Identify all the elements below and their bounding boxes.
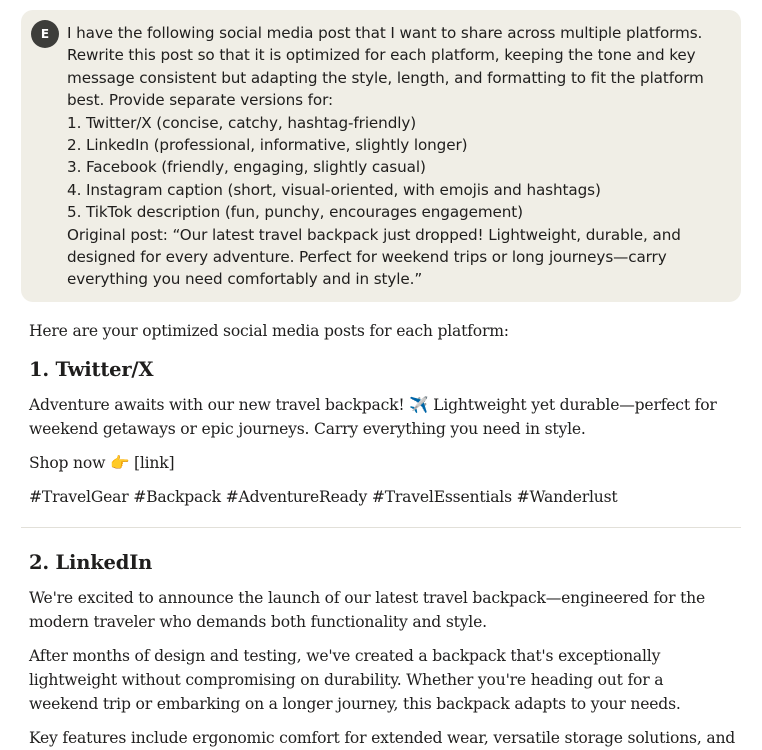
linkedin-post-line: lightweight without compromising on durability. Whether you're heading out for a [29,671,664,689]
user-message-line: best. Provide separate versions for: [67,91,333,110]
twitter-hashtags: #TravelGear #Backpack #AdventureReady #TravelEssentials #Wanderlust [29,488,618,506]
twitter-post-line: Adventure awaits with our new travel backpack! ✈️ Lightweight yet durable—perfect for [29,396,717,414]
twitter-shop-line: Shop now 👉 [link] [29,454,175,472]
user-message-line: message consistent but adapting the style, length, and formatting to fit the platform [67,68,704,87]
response-intro: Here are your optimized social media posts for each platform: [29,322,509,340]
linkedin-post-line: Key features include ergonomic comfort for extended wear, versatile storage solutions, and [29,729,736,747]
linkedin-post-line: We're excited to announce the launch of our latest travel backpack—engineered for the [29,589,706,607]
linkedin-post-line: weekend trip or embarking on a longer journey, this backpack adapts to your needs. [29,695,681,713]
user-message-line: everything you need comfortably and in style.” [67,270,423,289]
user-message-line: Original post: “Our latest travel backpack just dropped! Lightweight, durable, and [67,225,681,244]
linkedin-post-line: After months of design and testing, we've created a backpack that's exceptionally [29,647,661,665]
twitter-heading: 1. Twitter/X [29,358,154,381]
user-message-line: designed for every adventure. Perfect for weekend trips or long journeys—carry [67,248,667,267]
user-avatar: E [31,20,59,48]
section-divider [21,527,741,528]
user-message-text [67,22,727,291]
user-message-line: 1. Twitter/X (concise, catchy, hashtag-friendly) [67,113,417,132]
user-message-line: 2. LinkedIn (professional, informative, slightly longer) [67,136,468,155]
user-message-line: I have the following social media post that I want to share across multiple platforms. [67,24,703,42]
user-message-line: 5. TikTok description (fun, punchy, encourages engagement) [67,203,523,222]
user-message-line: 3. Facebook (friendly, engaging, slightly casual) [67,158,426,177]
linkedin-heading: 2. LinkedIn [29,551,153,574]
linkedin-post-line: modern traveler who demands both functionality and style. [29,613,487,631]
user-message-line: 4. Instagram caption (short, visual-oriented, with emojis and hashtags) [67,180,601,199]
twitter-post-line: weekend getaways or epic journeys. Carry everything you need in style. [29,420,586,438]
user-message-line: Rewrite this post so that it is optimized for each platform, keeping the tone and key [67,46,696,65]
